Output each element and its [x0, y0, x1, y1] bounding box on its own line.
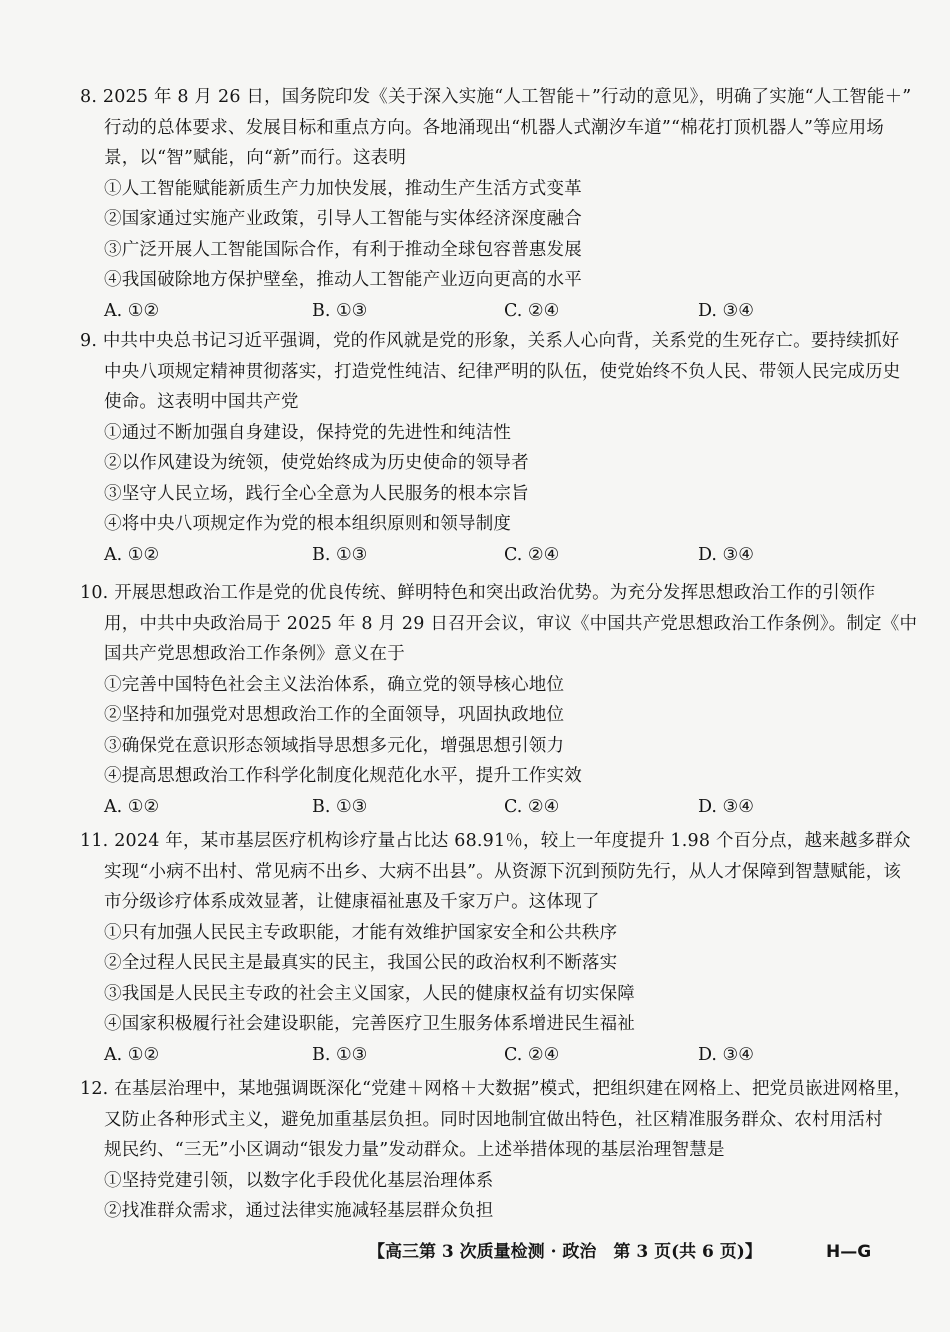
answer-choices [80, 1040, 880, 1071]
choice-d: D. ③④ [698, 544, 754, 565]
question-stem [80, 826, 911, 918]
choice-c: C. ②④ [504, 544, 560, 565]
option-1: ①通过不断加强自身建设，保持党的先进性和纯洁性 [104, 422, 512, 443]
option-4: ④提高思想政治工作科学化制度化规范化水平，提升工作实效 [104, 766, 582, 786]
question-stem [80, 82, 912, 174]
footer-code: H—G [826, 1242, 872, 1262]
stem-line: 实现“小病不出村、常见病不出乡、大病不出县”。从资源下沉到预防先行，从人才保障到智慧赋能，该 [104, 861, 902, 882]
stem-line: 国共产党思想政治工作条例》意义在于 [104, 644, 405, 664]
choice-a: A. ①② [104, 796, 160, 817]
option-2: ②以作风建设为统领，使党始终成为历史使命的领导者 [104, 453, 529, 473]
question-stem [80, 326, 901, 418]
option-3: ③我国是人民民主专政的社会主义国家，人民的健康权益有切实保障 [104, 983, 635, 1004]
stem-line: 9. 中共中央总书记习近平强调，党的作风就是党的形象，关系人心向背，关系党的生死存亡。要持续抓好 [80, 331, 900, 351]
question-9 [80, 326, 901, 570]
option-4: ④国家积极履行社会建设职能，完善医疗卫生服务体系增进民生福祉 [104, 1014, 635, 1034]
option-2: ②找准群众需求，通过法律实施减轻基层群众负担 [104, 1201, 494, 1221]
stem-line: 12. 在基层治理中，某地强调既深化“党建＋网格＋大数据”模式，把组织建在网格上、把党员嵌进网格里， [80, 1079, 912, 1099]
answer-choices [80, 540, 880, 571]
footer-page-info: 【高三第 3 次质量检测 · 政治 第 3 页(共 6 页)】 [368, 1242, 762, 1262]
stem-line: 使命。这表明中国共产党 [104, 392, 299, 412]
option-1: ①坚持党建引领，以数字化手段优化基层治理体系 [104, 1170, 494, 1191]
choice-a: A. ①② [104, 544, 160, 565]
stem-line: 景，以“智”赋能，向“新”而行。这表明 [104, 148, 407, 168]
option-1: ①完善中国特色社会主义法治体系，确立党的领导核心地位 [104, 674, 565, 695]
choice-c: C. ②④ [504, 300, 560, 321]
answer-choices [80, 296, 880, 327]
choice-b: B. ①③ [312, 544, 368, 565]
choice-d: D. ③④ [698, 300, 754, 321]
stem-line: 市分级诊疗体系成效显著，让健康福祉惠及千家万户。这体现了 [104, 892, 600, 912]
option-4: ④我国破除地方保护壁垒，推动人工智能产业迈向更高的水平 [104, 270, 582, 290]
choice-d: D. ③④ [698, 1044, 754, 1065]
choice-b: B. ①③ [312, 796, 368, 817]
question-11 [80, 826, 911, 1070]
choice-b: B. ①③ [312, 1044, 368, 1065]
question-stem [80, 1074, 912, 1166]
stem-line: 8. 2025 年 8 月 26 日，国务院印发《关于深入实施“人工智能＋”行动的意见》，明确了实施“人工智能＋” [80, 87, 912, 107]
choice-d: D. ③④ [698, 796, 754, 817]
question-stem [80, 578, 918, 670]
choice-c: C. ②④ [504, 1044, 560, 1065]
question-12 [80, 1074, 912, 1227]
option-4: ④将中央八项规定作为党的根本组织原则和领导制度 [104, 514, 512, 534]
option-2: ②全过程人民民主是最真实的民主，我国公民的政治权利不断落实 [104, 953, 618, 973]
option-3: ③坚守人民立场，践行全心全意为人民服务的根本宗旨 [104, 483, 529, 504]
stem-line: 规民约、“三无”小区调动“银发力量”发动群众。上述举措体现的基层治理智慧是 [104, 1140, 725, 1160]
choice-a: A. ①② [104, 300, 160, 321]
choice-a: A. ①② [104, 1044, 160, 1065]
stem-line: 中央八项规定精神贯彻落实，打造党性纯洁、纪律严明的队伍，使党始终不负人民、带领人民完成历史 [104, 361, 901, 382]
stem-line: 10. 开展思想政治工作是党的优良传统、鲜明特色和突出政治优势。为充分发挥思想政治工作的引领作 [80, 583, 876, 603]
option-2: ②国家通过实施产业政策，引导人工智能与实体经济深度融合 [104, 209, 582, 229]
question-10 [80, 578, 918, 822]
option-3: ③确保党在意识形态领域指导思想多元化，增强思想引领力 [104, 735, 565, 756]
choice-b: B. ①③ [312, 300, 368, 321]
option-2: ②坚持和加强党对思想政治工作的全面领导，巩固执政地位 [104, 705, 565, 725]
page-footer [0, 1237, 950, 1267]
option-3: ③广泛开展人工智能国际合作，有利于推动全球包容普惠发展 [104, 239, 582, 260]
option-1: ①只有加强人民民主专政职能，才能有效维护国家安全和公共秩序 [104, 922, 618, 943]
stem-line: 用，中共中央政治局于 2025 年 8 月 29 日召开会议，审议《中国共产党思想政治工作条例》。制定《中 [104, 613, 918, 634]
option-1: ①人工智能赋能新质生产力加快发展，推动生产生活方式变革 [104, 178, 582, 199]
answer-choices [80, 792, 880, 823]
choice-c: C. ②④ [504, 796, 560, 817]
stem-line: 行动的总体要求、发展目标和重点方向。各地涌现出“机器人式潮汐车道”“棉花打顶机器人”等应用场 [104, 117, 884, 138]
stem-line: 又防止各种形式主义，避免加重基层负担。同时因地制宜做出特色，社区精准服务群众、农村用活村 [104, 1109, 883, 1130]
question-8 [80, 82, 912, 326]
stem-line: 11. 2024 年，某市基层医疗机构诊疗量占比达 68.91％，较上一年度提升 1.98 个百分点，越来越多群众 [80, 831, 911, 851]
